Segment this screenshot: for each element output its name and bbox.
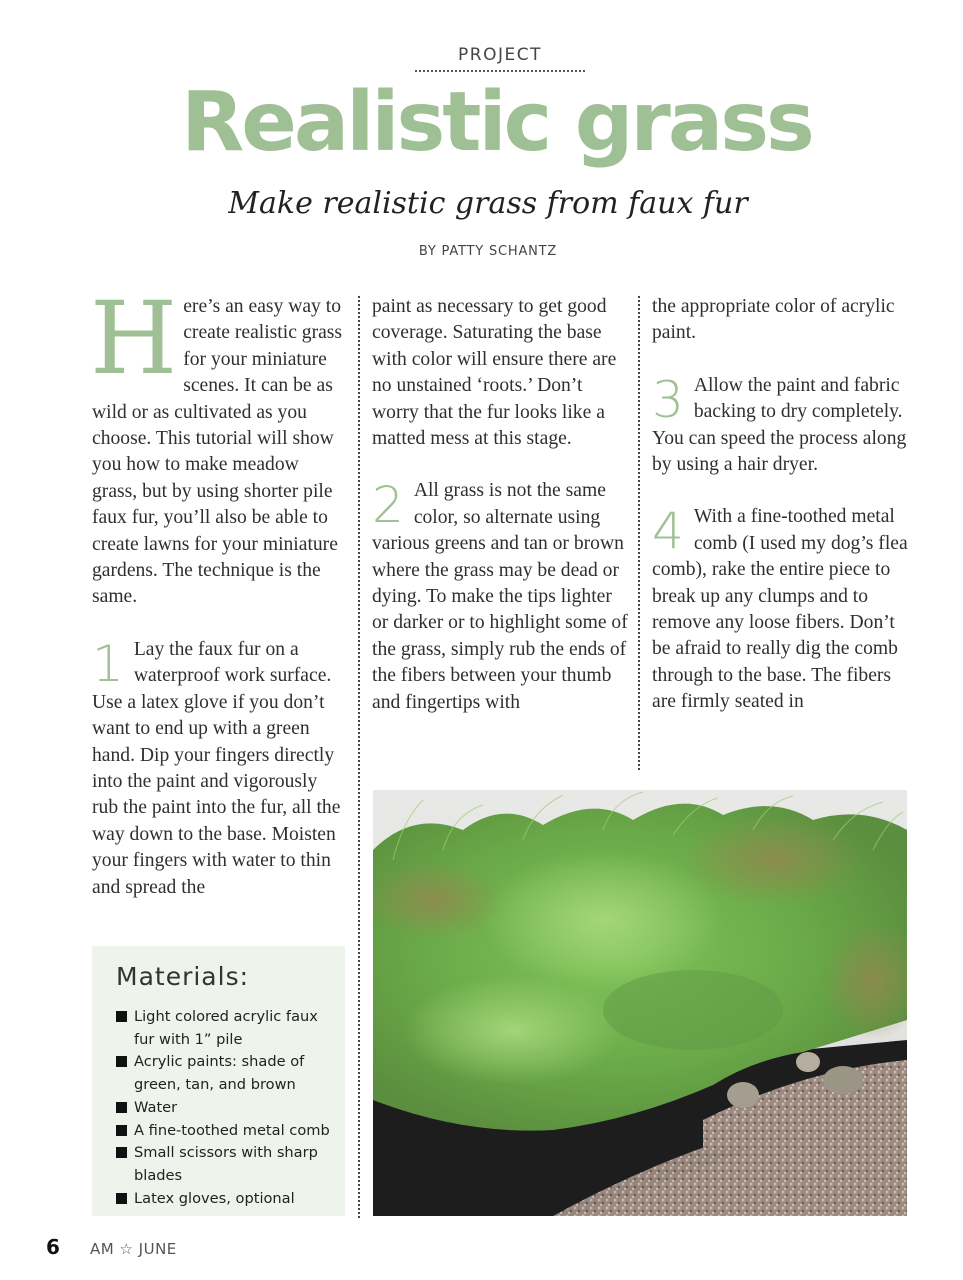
intro-text: ere’s an easy way to create realistic grass for your miniature scenes. It can be as wild or as cultivated as you choose. This tutorial will show you how to make meadow grass, but by using shorter pile faux fur, you’ll also be able to create lawns for your miniature gardens. The technique is the same. xyxy=(92,296,343,608)
materials-item: A fine-toothed metal comb xyxy=(116,1120,338,1143)
materials-item: Latex gloves, optional xyxy=(116,1188,338,1211)
column-divider xyxy=(638,296,640,770)
step-text: With a fine-toothed metal comb (I used my dog’s flea comb), rake the entire piece to break up any clumps and to remove any loose fibers. Don’t be afraid to really dig the comb through to the base. The fibers are firmly seated in xyxy=(652,506,908,713)
step-1-continued: paint as necessary to get good coverage. Saturating the base with color will ensure there are no unstained ‘roots.’ Don’t worry that the fur looks like a matted mess at this stage. xyxy=(372,296,617,450)
section-kicker: PROJECT xyxy=(458,45,542,65)
materials-title: Materials: xyxy=(116,962,250,991)
step-text: All grass is not the same color, so alternate using various greens and tan or brown where the grass may be dead or dying. To make the tips lighter or darker or to highlight some of the grass, simply rub the ends of the fibers between your thumb and fingertips with xyxy=(372,480,628,713)
article-subtitle: Make realistic grass from faux fur xyxy=(228,186,748,221)
publication-footer: AM ☆ JUNE xyxy=(90,1240,177,1258)
step-4-paragraph xyxy=(652,504,912,715)
kicker-underline xyxy=(415,70,585,72)
materials-item: Acrylic paints: shade of green, tan, and brown xyxy=(116,1051,338,1096)
byline: BY PATTY SCHANTZ xyxy=(418,244,558,259)
step-2-paragraph xyxy=(372,478,628,716)
column-1 xyxy=(90,280,348,901)
step-number: 2 xyxy=(372,476,404,535)
column-divider xyxy=(358,296,360,1218)
materials-item: Water xyxy=(116,1097,338,1120)
materials-item: Small scissors with sharp blades xyxy=(116,1142,338,1187)
intro-paragraph xyxy=(90,280,348,611)
materials-box xyxy=(92,946,345,1216)
article-title: Realistic grass xyxy=(181,75,812,170)
materials-item: Light colored acrylic faux fur with 1” pile xyxy=(116,1006,338,1051)
step-3-paragraph xyxy=(652,370,912,479)
step-text: Allow the paint and fabric backing to dry completely. You can speed the process along by using a hair dryer. xyxy=(652,374,907,476)
step-number: 4 xyxy=(652,502,684,561)
grass-photo xyxy=(373,790,907,1216)
step-1-paragraph xyxy=(92,634,348,901)
materials-list xyxy=(116,1006,338,1210)
column-2 xyxy=(372,294,628,716)
column-3 xyxy=(652,294,912,716)
step-number: 1 xyxy=(92,634,124,693)
step-number: 3 xyxy=(652,370,684,429)
drop-cap: H xyxy=(90,280,178,397)
step-text: Lay the faux fur on a waterproof work surface. Use a latex glove if you don’t want to end up with a green hand. Dip your fingers directly into the paint and vigorously rub the paint into the fur, all the way down to the base. Moisten your fingers with water to thin and spread the xyxy=(92,638,341,898)
step-2-continued: the appropriate color of acrylic paint. xyxy=(652,296,895,344)
page-number: 6 xyxy=(46,1235,60,1259)
